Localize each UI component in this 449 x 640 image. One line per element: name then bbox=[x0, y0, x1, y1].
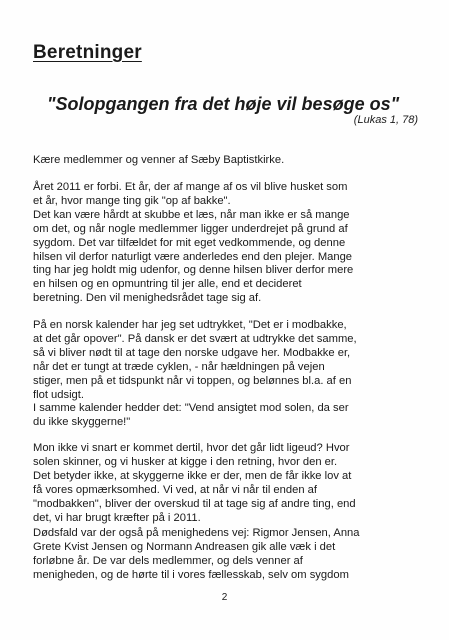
paragraph-2 bbox=[33, 319, 425, 430]
paragraph-3 bbox=[33, 442, 425, 525]
greeting-paragraph bbox=[33, 154, 425, 168]
text-line: solen skinner, og vi husker at kigge i den retning, hvor den er. bbox=[33, 455, 338, 468]
text-line: beretning. Den vil menighedsrådet tage sig af. bbox=[33, 292, 262, 305]
text-line: Mon ikke vi snart er kommet dertil, hvor det går lidt ligeud? Hvor bbox=[33, 442, 350, 454]
text-line: du ikke skyggerne!" bbox=[33, 416, 131, 429]
text-line: at det går opover". På dansk er det svært at udtrykke det samme, bbox=[33, 332, 357, 345]
text-line: Det betyder ikke, at skyggerne ikke er der, men de får ikke lov at bbox=[33, 469, 352, 482]
text-line: I samme kalender hedder det: "Vend ansigtet mod solen, da ser bbox=[33, 402, 349, 415]
text-line: sygdom. Det var tilfældet for mit eget vedkommende, og denne bbox=[33, 236, 346, 249]
text-line: Kære medlemmer og venner af Sæby Baptistkirke. bbox=[33, 154, 285, 166]
paragraph-1 bbox=[33, 181, 425, 306]
page-number: 2 bbox=[221, 592, 228, 603]
text-line: Det kan være hårdt at skubbe et læs, når man ikke er så mange bbox=[33, 208, 350, 221]
section-heading: Beretninger bbox=[33, 42, 142, 63]
text-line: Året 2011 er forbi. Et år, der af mange af os vil blive husket som bbox=[33, 181, 348, 193]
text-line: så vi bliver nødt til at tage den norske udgave her. Modbakke er, bbox=[33, 346, 351, 359]
text-line: hilsen vil derfor naturligt være anderledes end den plejer. Mange bbox=[33, 250, 353, 263]
text-line: "modbakken", bliver der overskud til at tage sig af andre ting, end bbox=[33, 497, 356, 510]
text-line: et år, hvor mange ting gik "op af bakke". bbox=[33, 194, 231, 207]
scripture-reference: (Lukas 1, 78) bbox=[353, 114, 418, 126]
text-line: stiger, men på et tidspunkt når vi toppen, og belønnes bl.a. af en bbox=[33, 374, 352, 387]
paragraph-4 bbox=[33, 527, 425, 583]
text-line: en hilsen og en opmuntring til jer alle, end et decideret bbox=[33, 278, 302, 291]
text-line: menigheden, og de hørte til i vores fællesskab, selv om sygdom bbox=[33, 568, 349, 581]
text-line: få vores opmærksomhed. Vi ved, at når vi når til enden af bbox=[33, 483, 317, 496]
text-line: flot udsigt. bbox=[33, 388, 84, 401]
text-line: Grete Kvist Jensen og Normann Andreasen gik alle væk i det bbox=[33, 540, 336, 553]
text-line: det, vi har brugt kræfter på i 2011. bbox=[33, 511, 201, 524]
scripture-quote: "Solopgangen fra det høje vil besøge os" bbox=[47, 94, 400, 114]
text-line: når det er tungt at træde cyklen, - når hældningen på vejen bbox=[33, 360, 325, 373]
text-line: om det, og når nogle medlemmer ligger underdrejet på grund af bbox=[33, 222, 348, 235]
text-line: ting har jeg holdt mig udenfor, og denne hilsen bliver derfor mere bbox=[33, 264, 354, 277]
text-line: På en norsk kalender har jeg set udtrykket, "Det er i modbakke, bbox=[33, 319, 347, 331]
text-line: forløbne år. De var dels medlemmer, og dels venner af bbox=[33, 554, 303, 567]
text-line: Dødsfald var der også på menighedens vej: Rigmor Jensen, Anna bbox=[33, 527, 360, 539]
